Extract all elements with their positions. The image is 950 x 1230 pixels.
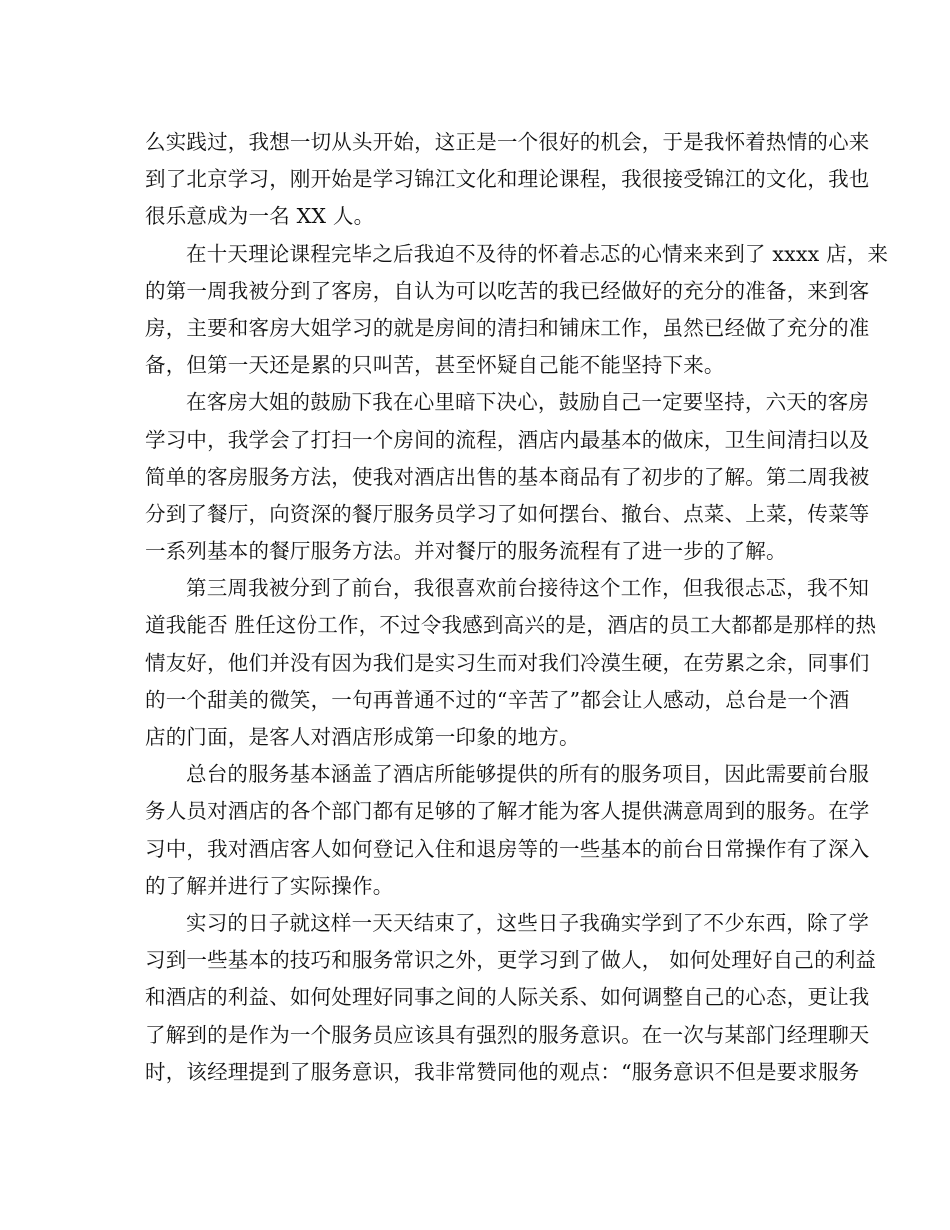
text-line: 总台的服务基本涵盖了酒店所能够提供的所有的服务项目，因此需要前台服 [186, 762, 870, 787]
text-line: 很乐意成为一名 XX 人。 [145, 204, 375, 229]
text-line: 的第一周我被分到了客房，自认为可以吃苦的我已经做好的充分的准备，来到客 [145, 278, 870, 303]
text-line: 实习的日子就这样一天天结束了，这些日子我确实学到了不少东西，除了学 [186, 910, 870, 935]
text-line: 店的门面，是客人对酒店形成第一印象的地方。 [145, 725, 580, 749]
text-line: 在十天理论课程完毕之后我迫不及待的怀着忐忑的心情来来到了 xxxx 店，来 [186, 241, 889, 266]
text-line: 第三周我被分到了前台，我很喜欢前台接待这个工作，但我很忐忑，我不知 [186, 576, 870, 601]
text-line: 房，主要和客房大姐学习的就是房间的清扫和铺床工作，虽然已经做了充分的准 [145, 315, 870, 340]
text-line: 习中，我对酒店客人如何登记入住和退房等的一些基本的前台日常操作有了深入 [145, 836, 870, 861]
text-line: 的了解并进行了实际操作。 [145, 873, 394, 898]
text-line: 一系列基本的餐厅服务方法。并对餐厅的服务流程有了进一步的了解。 [145, 539, 787, 564]
text-line: 道我能否 胜任这份工作，不过令我感到高兴的是，酒店的员工大都都是那样的热 [145, 613, 877, 638]
text-line: 了解到的是作为一个服务员应该具有强烈的服务意识。在一次与某部门经理聊天 [145, 1022, 870, 1047]
text-line: 务人员对酒店的各个部门都有足够的了解才能为客人提供满意周到的服务。在学 [145, 799, 870, 824]
text-line: 分到了餐厅，向资深的餐厅服务员学习了如何摆台、撤台、点菜、上菜，传菜等 [145, 501, 870, 526]
text-line: 的一个甜美的微笑，一句再普通不过的“辛苦了”都会让人感动，总台是一个酒 [145, 687, 850, 712]
text-line: 情友好，他们并没有因为我们是实习生而对我们冷漠生硬，在劳累之余，同事们 [145, 650, 870, 675]
text-line: 到了北京学习，刚开始是学习锦江文化和理论课程，我很接受锦江的文化，我也 [145, 167, 870, 192]
text-line: 习到一些基本的技巧和服务常识之外，更学习到了做人， 如何处理好自己的利益 [145, 948, 877, 973]
text-line: 时，该经理提到了服务意识，我非常赞同他的观点：“服务意识不但是要求服务 [145, 1059, 860, 1084]
text-line: 在客房大姐的鼓励下我在心里暗下决心，鼓励自己一定要坚持，六天的客房 [186, 390, 870, 415]
text-line: 么实践过，我想一切从头开始，这正是一个很好的机会，于是我怀着热情的心来 [145, 130, 870, 154]
text-line: 和酒店的利益、如何处理好同事之间的人际关系、如何调整自己的心态，更让我 [145, 985, 870, 1010]
text-line: 备，但第一天还是累的只叫苦，甚至怀疑自己能不能坚持下来。 [145, 353, 725, 378]
document-body [145, 124, 889, 1091]
text-line: 简单的客房服务方法，使我对酒店出售的基本商品有了初步的了解。第二周我被 [145, 464, 870, 489]
text-line: 学习中，我学会了打扫一个房间的流程，酒店内最基本的做床，卫生间清扫以及 [145, 427, 870, 452]
